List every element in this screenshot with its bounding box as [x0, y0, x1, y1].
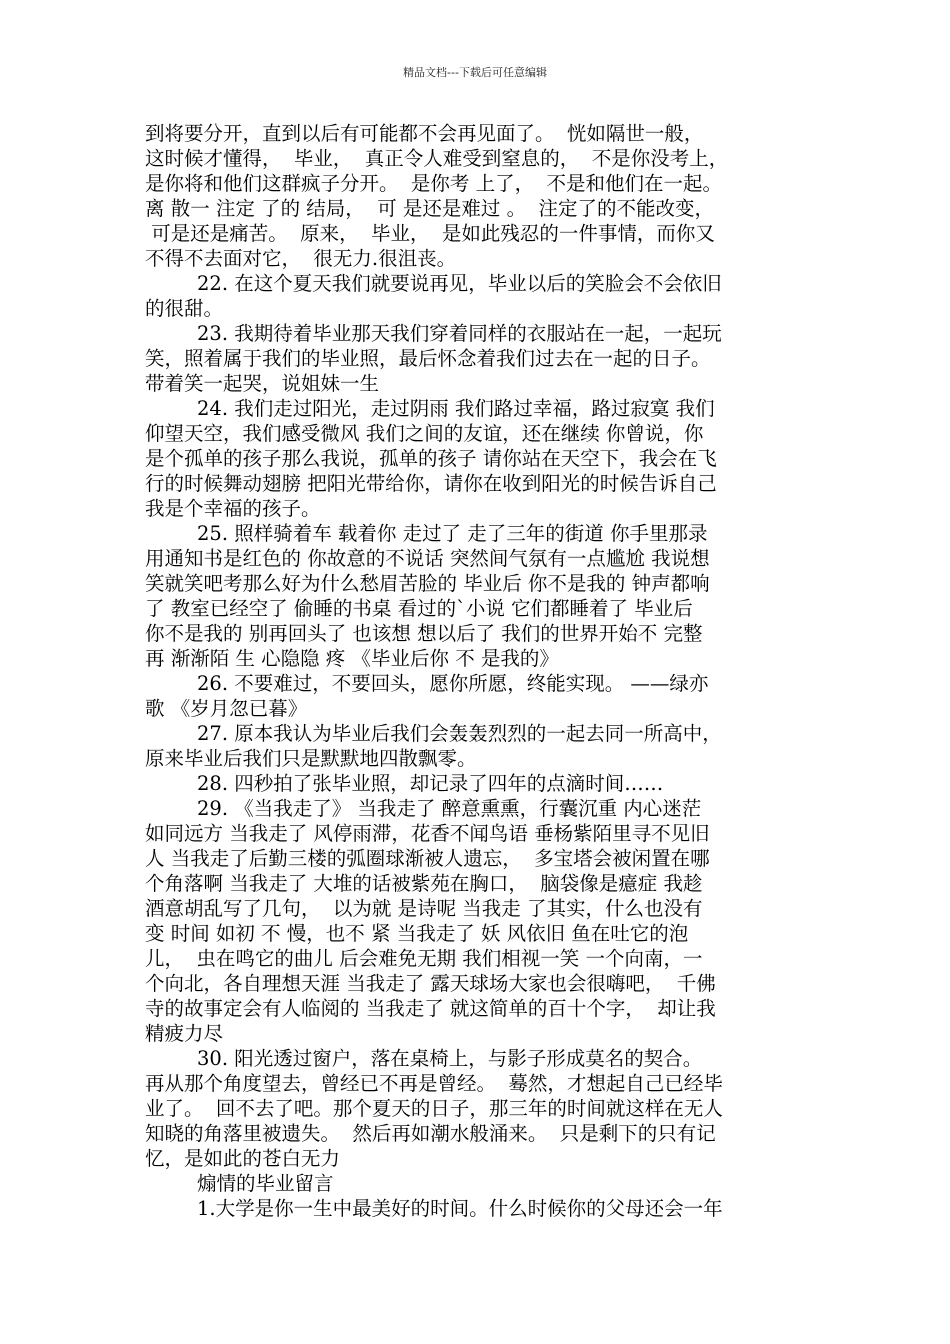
- text-line: 知晓的角落里被遗失。 然后再如潮水般涌来。 只是剩下的只有记: [145, 1122, 716, 1145]
- paragraph-22-start: 22. 在这个夏天我们就要说再见，毕业以后的笑脸会不会依旧: [197, 272, 722, 295]
- paragraph-30-start: 30. 阳光透过窗户，落在桌椅上，与影子形成莫名的契合。: [197, 1047, 703, 1070]
- paragraph-27-start: 27. 原本我认为毕业后我们会轰轰烈烈的一起去同一所高中，: [197, 722, 722, 745]
- text-line: 酒意胡乱写了几句， 以为就 是诗呢 当我走 了其实，什么也没有: [145, 897, 703, 920]
- text-line: 人 当我走了后勤三楼的弧圈球渐被人遗忘， 多宝塔会被闲置在哪: [145, 847, 710, 870]
- text-line: 精疲力尽: [145, 1022, 224, 1045]
- text-line: 忆，是如此的苍白无力: [145, 1147, 341, 1170]
- text-line: 寺的故事定会有人临阅的 当我走了 就这简单的百十个字， 却让我: [145, 997, 716, 1020]
- paragraph-26-start: 26. 不要难过，不要回头，愿你所愿，终能实现。 ——绿亦: [197, 672, 709, 695]
- text-line: 歌 《岁月忽已暮》: [145, 697, 308, 720]
- text-line: 再 渐渐陌 生 心隐隐 疼 《毕业后你 不 是我的》: [145, 647, 559, 670]
- text-line: 我是个幸福的孩子。: [145, 497, 321, 520]
- text-line: 可是还是痛苦。 原来， 毕业， 是如此残忍的一件事情，而你又: [145, 222, 715, 245]
- document-body: [145, 121, 809, 1221]
- text-line: 原来毕业后我们只是默默地四散飘零。: [145, 747, 477, 770]
- text-line: 是你将和他们这群疯子分开。 是你考 上了， 不是和他们在一起。: [145, 172, 722, 195]
- text-line: 个角落啊 当我走了 大堆的话被紫苑在胸口， 脑袋像是癔症 我趁: [145, 872, 703, 895]
- text-line: 到将要分开，直到以后有可能都不会再见面了。 恍如隔世一般，: [145, 122, 704, 145]
- text-line: 不得不去面对它， 很无力.很沮丧。: [145, 247, 457, 270]
- paragraph-1-start: 1.大学是你一生中最美好的时间。什么时候你的父母还会一年: [197, 1197, 723, 1220]
- paragraph-29-start: 29. 《当我走了》 当我走了 醉意熏熏，行囊沉重 内心迷茫: [197, 797, 702, 820]
- paragraph-23-start: 23. 我期待着毕业那天我们穿着同样的衣服站在一起，一起玩: [197, 322, 722, 345]
- text-line: 了 教室已经空了 偷睡的书桌 看过的`小说 它们都睡着了 毕业后: [145, 597, 693, 620]
- text-line: 笑就笑吧考那么好为什么愁眉苦脸的 毕业后 你不是我的 钟声都响: [145, 572, 710, 595]
- text-line: 你不是我的 别再回头了 也该想 想以后了 我们的世界开始不 完整: [145, 622, 703, 645]
- paragraph-25-start: 25. 照样骑着车 载着你 走过了 走了三年的街道 你手里那录: [197, 522, 708, 545]
- text-line: 离 散一 注定 了的 结局， 可 是还是难过 。 注定了的不能改变，: [145, 197, 714, 220]
- text-line: 仰望天空，我们感受微风 我们之间的友谊，还在继续 你曾说，你: [145, 422, 704, 445]
- text-line: 行的时候舞动翅膀 把阳光带给你，请你在收到阳光的时候告诉自己: [145, 472, 717, 495]
- text-line: 的很甜。: [145, 297, 224, 320]
- text-line: 带着笑一起哭，说姐妹一生: [145, 372, 380, 395]
- paragraph-24-start: 24. 我们走过阳光，走过阴雨 我们路过幸福，路过寂寞 我们: [197, 397, 715, 420]
- text-line: 儿， 虫在鸣它的曲儿 后会难免无期 我们相视一笑 一个向南，一: [145, 947, 703, 970]
- text-line: 如同远方 当我走了 风停雨滞，花香不闻鸟语 垂杨紫陌里寻不见旧: [145, 822, 710, 845]
- text-line: 笑，照着属于我们的毕业照，最后怀念着我们过去在一起的日子。: [145, 347, 711, 370]
- paragraph-28-start: 28. 四秒拍了张毕业照，却记录了四年的点滴时间……: [197, 772, 664, 795]
- text-line: 用通知书是红色的 你故意的不说话 突然间气氛有一点尴尬 我说想: [145, 547, 710, 570]
- page-header: 精品文档---下载后可任意编辑: [403, 66, 547, 79]
- text-line: 业了。 回不去了吧。那个夏天的日子，那三年的时间就这样在无人: [145, 1097, 723, 1120]
- section-heading: 煽情的毕业留言: [197, 1172, 334, 1195]
- text-line: 这时候才懂得， 毕业， 真正令人难受到窒息的， 不是你没考上，: [145, 147, 729, 170]
- text-line: 是个孤单的孩子那么我说，孤单的孩子 请你站在天空下，我会在飞: [145, 447, 717, 470]
- text-line: 变 时间 如初 不 慢，也不 紧 当我走了 妖 风依旧 鱼在吐它的泡: [145, 922, 689, 945]
- text-line: 个向北，各自理想天涯 当我走了 露天球场大家也会很嗨吧， 千佛: [145, 972, 716, 995]
- text-line: 再从那个角度望去，曾经已不再是曾经。 蓦然，才想起自己已经毕: [145, 1072, 723, 1095]
